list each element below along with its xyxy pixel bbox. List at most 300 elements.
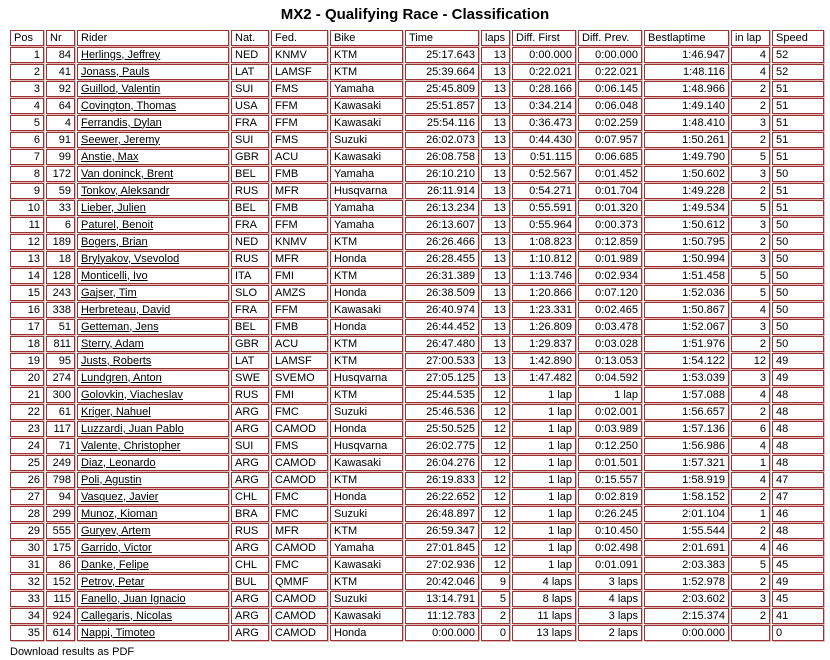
cell-rider bbox=[77, 285, 229, 301]
column-header-diff-prev: Diff. Prev. bbox=[578, 30, 642, 46]
cell-rider bbox=[77, 166, 229, 182]
cell-nat: SLO bbox=[231, 285, 269, 301]
cell-time: 26:13.607 bbox=[405, 217, 479, 233]
cell-bestlaptime: 1:51.976 bbox=[644, 336, 729, 352]
cell-bestlaptime: 2:03.383 bbox=[644, 557, 729, 573]
column-header-speed: Speed bbox=[772, 30, 824, 46]
cell-diff-first: 1:08.823 bbox=[512, 234, 576, 250]
cell-pos: 10 bbox=[10, 200, 44, 216]
cell-in-lap: 3 bbox=[731, 591, 770, 607]
cell-pos: 18 bbox=[10, 336, 44, 352]
cell-nr: 152 bbox=[46, 574, 75, 590]
cell-rider bbox=[77, 98, 229, 114]
cell-laps: 12 bbox=[481, 387, 510, 403]
cell-laps: 13 bbox=[481, 149, 510, 165]
cell-diff-prev: 2 laps bbox=[578, 625, 642, 641]
cell-time: 27:00.533 bbox=[405, 353, 479, 369]
cell-bestlaptime: 1:52.067 bbox=[644, 319, 729, 335]
cell-nat: FRA bbox=[231, 217, 269, 233]
cell-rider bbox=[77, 149, 229, 165]
rider-link[interactable]: Sterry, Adam bbox=[81, 337, 144, 350]
column-header-pos: Pos bbox=[10, 30, 44, 46]
cell-speed: 48 bbox=[772, 438, 824, 454]
rider-link[interactable]: Nappi, Timoteo bbox=[81, 626, 155, 639]
cell-in-lap: 3 bbox=[731, 251, 770, 267]
cell-nat: LAT bbox=[231, 353, 269, 369]
rider-link[interactable]: Petrov, Petar bbox=[81, 575, 145, 588]
cell-bike: Kawasaki bbox=[330, 98, 403, 114]
cell-laps: 13 bbox=[481, 285, 510, 301]
cell-pos: 30 bbox=[10, 540, 44, 556]
cell-diff-first: 0:55.964 bbox=[512, 217, 576, 233]
cell-nat: RUS bbox=[231, 387, 269, 403]
cell-diff-first: 0:28.166 bbox=[512, 81, 576, 97]
cell-speed: 51 bbox=[772, 98, 824, 114]
rider-link[interactable]: Bogers, Brian bbox=[81, 235, 148, 248]
cell-bike: Honda bbox=[330, 319, 403, 335]
cell-laps: 13 bbox=[481, 319, 510, 335]
cell-fed: CAMOD bbox=[271, 591, 328, 607]
page-title: MX2 - Qualifying Race - Classification bbox=[280, 6, 550, 23]
cell-bike: Honda bbox=[330, 285, 403, 301]
rider-link[interactable]: Ferrandis, Dylan bbox=[81, 116, 162, 129]
cell-bike: KTM bbox=[330, 234, 403, 250]
cell-diff-prev: 0:02.819 bbox=[578, 489, 642, 505]
cell-bike: Suzuki bbox=[330, 506, 403, 522]
cell-diff-prev: 1 lap bbox=[578, 387, 642, 403]
cell-bestlaptime: 1:50.867 bbox=[644, 302, 729, 318]
cell-nat: SUI bbox=[231, 438, 269, 454]
cell-rider bbox=[77, 370, 229, 386]
cell-time: 25:46.536 bbox=[405, 404, 479, 420]
cell-time: 26:19.833 bbox=[405, 472, 479, 488]
cell-diff-first: 0:51.115 bbox=[512, 149, 576, 165]
cell-bestlaptime: 1:57.088 bbox=[644, 387, 729, 403]
cell-nr: 95 bbox=[46, 353, 75, 369]
cell-in-lap: 5 bbox=[731, 557, 770, 573]
cell-speed: 48 bbox=[772, 523, 824, 539]
cell-nat: LAT bbox=[231, 64, 269, 80]
cell-laps: 13 bbox=[481, 336, 510, 352]
cell-fed: FMB bbox=[271, 200, 328, 216]
cell-bike: Yamaha bbox=[330, 217, 403, 233]
cell-laps: 12 bbox=[481, 404, 510, 420]
cell-bestlaptime: 1:46.947 bbox=[644, 47, 729, 63]
cell-nr: 299 bbox=[46, 506, 75, 522]
cell-diff-first: 1 lap bbox=[512, 557, 576, 573]
cell-diff-prev: 4 laps bbox=[578, 591, 642, 607]
cell-pos: 15 bbox=[10, 285, 44, 301]
table-row bbox=[10, 523, 824, 539]
cell-rider bbox=[77, 217, 229, 233]
rider-link[interactable]: Luzzardi, Juan Pablo bbox=[81, 422, 184, 435]
rider-link[interactable]: Monticelli, Ivo bbox=[81, 269, 148, 282]
cell-rider bbox=[77, 183, 229, 199]
cell-rider bbox=[77, 506, 229, 522]
cell-diff-prev: 0:02.259 bbox=[578, 115, 642, 131]
rider-link[interactable]: Gajser, Tim bbox=[81, 286, 137, 299]
cell-diff-prev: 0:03.989 bbox=[578, 421, 642, 437]
cell-speed: 47 bbox=[772, 489, 824, 505]
cell-diff-prev: 0:01.091 bbox=[578, 557, 642, 573]
cell-nr: 6 bbox=[46, 217, 75, 233]
cell-diff-prev: 0:13.053 bbox=[578, 353, 642, 369]
cell-time: 27:02.936 bbox=[405, 557, 479, 573]
rider-link[interactable]: Covington, Thomas bbox=[81, 99, 177, 112]
cell-bestlaptime: 1:48.116 bbox=[644, 64, 729, 80]
cell-rider bbox=[77, 455, 229, 471]
cell-nr: 91 bbox=[46, 132, 75, 148]
cell-laps: 12 bbox=[481, 438, 510, 454]
cell-fed: FMS bbox=[271, 81, 328, 97]
cell-rider bbox=[77, 319, 229, 335]
cell-diff-prev: 0:01.989 bbox=[578, 251, 642, 267]
cell-nat: BUL bbox=[231, 574, 269, 590]
cell-bestlaptime: 2:01.691 bbox=[644, 540, 729, 556]
cell-bike: Yamaha bbox=[330, 200, 403, 216]
cell-diff-first: 0:54.271 bbox=[512, 183, 576, 199]
table-row bbox=[10, 438, 824, 454]
cell-diff-first: 13 laps bbox=[512, 625, 576, 641]
cell-rider bbox=[77, 421, 229, 437]
cell-laps: 13 bbox=[481, 217, 510, 233]
rider-link[interactable]: Anstie, Max bbox=[81, 150, 139, 163]
cell-laps: 12 bbox=[481, 421, 510, 437]
cell-diff-prev: 0:26.245 bbox=[578, 506, 642, 522]
cell-nr: 84 bbox=[46, 47, 75, 63]
cell-bike: KTM bbox=[330, 268, 403, 284]
cell-nat: CHL bbox=[231, 557, 269, 573]
cell-fed: FFM bbox=[271, 98, 328, 114]
rider-link[interactable]: Munoz, Kioman bbox=[81, 507, 158, 520]
cell-bestlaptime: 2:15.374 bbox=[644, 608, 729, 624]
rider-link[interactable]: Herbreteau, David bbox=[81, 303, 171, 316]
cell-speed: 50 bbox=[772, 268, 824, 284]
cell-diff-first: 0:55.591 bbox=[512, 200, 576, 216]
cell-diff-prev: 0:10.450 bbox=[578, 523, 642, 539]
table-row bbox=[10, 421, 824, 437]
cell-nat: FRA bbox=[231, 115, 269, 131]
cell-in-lap: 1 bbox=[731, 455, 770, 471]
cell-bike: Honda bbox=[330, 421, 403, 437]
cell-bike: Husqvarna bbox=[330, 438, 403, 454]
cell-bike: Kawasaki bbox=[330, 115, 403, 131]
cell-nr: 71 bbox=[46, 438, 75, 454]
cell-rider bbox=[77, 353, 229, 369]
column-header-time: Time bbox=[405, 30, 479, 46]
cell-diff-prev: 0:02.465 bbox=[578, 302, 642, 318]
cell-time: 13:14.791 bbox=[405, 591, 479, 607]
rider-link[interactable]: Seewer, Jeremy bbox=[81, 133, 160, 146]
cell-time: 26:40.974 bbox=[405, 302, 479, 318]
cell-pos: 4 bbox=[10, 98, 44, 114]
cell-laps: 12 bbox=[481, 472, 510, 488]
cell-rider bbox=[77, 47, 229, 63]
rider-link[interactable]: Danke, Felipe bbox=[81, 558, 149, 571]
cell-diff-prev: 0:01.704 bbox=[578, 183, 642, 199]
cell-diff-prev: 0:02.934 bbox=[578, 268, 642, 284]
cell-in-lap: 5 bbox=[731, 149, 770, 165]
cell-rider bbox=[77, 591, 229, 607]
cell-nat: GBR bbox=[231, 336, 269, 352]
cell-nat: ARG bbox=[231, 608, 269, 624]
cell-diff-prev: 0:04.592 bbox=[578, 370, 642, 386]
rider-link[interactable]: Justs, Roberts bbox=[81, 354, 152, 367]
download-results-link[interactable]: Download results as PDF bbox=[10, 646, 135, 658]
cell-time: 25:51.857 bbox=[405, 98, 479, 114]
cell-bike: Suzuki bbox=[330, 591, 403, 607]
column-header-laps: laps bbox=[481, 30, 510, 46]
cell-fed: ACU bbox=[271, 149, 328, 165]
cell-diff-prev: 0:06.048 bbox=[578, 98, 642, 114]
cell-fed: FMC bbox=[271, 506, 328, 522]
cell-nr: 338 bbox=[46, 302, 75, 318]
cell-diff-first: 0:22.021 bbox=[512, 64, 576, 80]
results-table bbox=[8, 29, 826, 642]
cell-speed: 49 bbox=[772, 574, 824, 590]
cell-fed: FMC bbox=[271, 404, 328, 420]
cell-bike: Yamaha bbox=[330, 166, 403, 182]
cell-diff-prev: 0:02.001 bbox=[578, 404, 642, 420]
rider-link[interactable]: Fanello, Juan Ignacio bbox=[81, 592, 186, 605]
cell-speed: 48 bbox=[772, 455, 824, 471]
cell-laps: 13 bbox=[481, 268, 510, 284]
cell-laps: 12 bbox=[481, 523, 510, 539]
cell-bike: Honda bbox=[330, 251, 403, 267]
rider-link[interactable]: Brylyakov, Vsevolod bbox=[81, 252, 180, 265]
cell-time: 27:05.125 bbox=[405, 370, 479, 386]
cell-bestlaptime: 1:54.122 bbox=[644, 353, 729, 369]
cell-speed: 51 bbox=[772, 200, 824, 216]
cell-diff-prev: 0:15.557 bbox=[578, 472, 642, 488]
cell-bestlaptime: 1:51.458 bbox=[644, 268, 729, 284]
rider-link[interactable]: Jonass, Pauls bbox=[81, 65, 150, 78]
cell-rider bbox=[77, 523, 229, 539]
cell-fed: LAMSF bbox=[271, 64, 328, 80]
cell-in-lap: 4 bbox=[731, 387, 770, 403]
cell-speed: 49 bbox=[772, 353, 824, 369]
rider-link[interactable]: Kriger, Nahuel bbox=[81, 405, 151, 418]
rider-link[interactable]: Getteman, Jens bbox=[81, 320, 159, 333]
cell-time: 26:48.897 bbox=[405, 506, 479, 522]
cell-bike: Kawasaki bbox=[330, 455, 403, 471]
table-row bbox=[10, 64, 824, 80]
cell-fed: FMB bbox=[271, 166, 328, 182]
cell-nat: ARG bbox=[231, 625, 269, 641]
rider-link[interactable]: Lieber, Julien bbox=[81, 201, 146, 214]
cell-time: 26:26.466 bbox=[405, 234, 479, 250]
cell-diff-first: 1:47.482 bbox=[512, 370, 576, 386]
cell-nr: 64 bbox=[46, 98, 75, 114]
table-row bbox=[10, 132, 824, 148]
cell-time: 26:08.758 bbox=[405, 149, 479, 165]
cell-bike: KTM bbox=[330, 472, 403, 488]
cell-in-lap: 1 bbox=[731, 506, 770, 522]
rider-link[interactable]: Vasquez, Javier bbox=[81, 490, 159, 503]
cell-bestlaptime: 1:56.986 bbox=[644, 438, 729, 454]
cell-laps: 13 bbox=[481, 98, 510, 114]
cell-in-lap: 4 bbox=[731, 438, 770, 454]
cell-nr: 61 bbox=[46, 404, 75, 420]
table-row bbox=[10, 387, 824, 403]
rider-link[interactable]: Guillod, Valentin bbox=[81, 82, 161, 95]
cell-pos: 32 bbox=[10, 574, 44, 590]
rider-link[interactable]: Herlings, Jeffrey bbox=[81, 48, 161, 61]
cell-fed: FFM bbox=[271, 115, 328, 131]
cell-fed: CAMOD bbox=[271, 625, 328, 641]
cell-rider bbox=[77, 574, 229, 590]
cell-laps: 13 bbox=[481, 302, 510, 318]
table-row bbox=[10, 404, 824, 420]
column-header-bestlaptime: Bestlaptime bbox=[644, 30, 729, 46]
cell-speed: 51 bbox=[772, 115, 824, 131]
cell-laps: 13 bbox=[481, 166, 510, 182]
cell-laps: 0 bbox=[481, 625, 510, 641]
cell-speed: 50 bbox=[772, 166, 824, 182]
rider-link[interactable]: Guryev, Artem bbox=[81, 524, 151, 537]
table-row bbox=[10, 166, 824, 182]
cell-in-lap: 2 bbox=[731, 523, 770, 539]
cell-rider bbox=[77, 489, 229, 505]
rider-link[interactable]: Garrido, Victor bbox=[81, 541, 152, 554]
cell-time: 26:13.234 bbox=[405, 200, 479, 216]
cell-pos: 11 bbox=[10, 217, 44, 233]
cell-bike: Honda bbox=[330, 625, 403, 641]
table-row bbox=[10, 149, 824, 165]
cell-diff-prev: 0:02.498 bbox=[578, 540, 642, 556]
cell-time: 25:45.809 bbox=[405, 81, 479, 97]
cell-bike: Honda bbox=[330, 489, 403, 505]
cell-speed: 0 bbox=[772, 625, 824, 641]
cell-nr: 175 bbox=[46, 540, 75, 556]
cell-speed: 47 bbox=[772, 472, 824, 488]
cell-bike: Yamaha bbox=[330, 81, 403, 97]
cell-bike: KTM bbox=[330, 336, 403, 352]
cell-speed: 48 bbox=[772, 387, 824, 403]
cell-fed: MFR bbox=[271, 183, 328, 199]
cell-diff-first: 0:34.214 bbox=[512, 98, 576, 114]
cell-bestlaptime: 1:50.602 bbox=[644, 166, 729, 182]
cell-diff-first: 4 laps bbox=[512, 574, 576, 590]
cell-nr: 300 bbox=[46, 387, 75, 403]
cell-pos: 21 bbox=[10, 387, 44, 403]
cell-laps: 13 bbox=[481, 115, 510, 131]
cell-time: 27:01.845 bbox=[405, 540, 479, 556]
cell-nat: ARG bbox=[231, 540, 269, 556]
cell-laps: 13 bbox=[481, 200, 510, 216]
table-row bbox=[10, 557, 824, 573]
cell-nat: BEL bbox=[231, 200, 269, 216]
column-header-diff-first: Diff. First bbox=[512, 30, 576, 46]
cell-rider bbox=[77, 336, 229, 352]
cell-nr: 92 bbox=[46, 81, 75, 97]
cell-diff-prev: 0:00.000 bbox=[578, 47, 642, 63]
cell-pos: 25 bbox=[10, 455, 44, 471]
cell-nat: SUI bbox=[231, 132, 269, 148]
table-row bbox=[10, 285, 824, 301]
cell-diff-first: 1:42.890 bbox=[512, 353, 576, 369]
cell-bike: Suzuki bbox=[330, 404, 403, 420]
cell-nr: 274 bbox=[46, 370, 75, 386]
table-row bbox=[10, 540, 824, 556]
cell-speed: 45 bbox=[772, 591, 824, 607]
cell-bike: Suzuki bbox=[330, 132, 403, 148]
cell-nr: 172 bbox=[46, 166, 75, 182]
cell-diff-first: 0:36.473 bbox=[512, 115, 576, 131]
cell-speed: 50 bbox=[772, 251, 824, 267]
cell-laps: 2 bbox=[481, 608, 510, 624]
cell-laps: 13 bbox=[481, 47, 510, 63]
cell-rider bbox=[77, 115, 229, 131]
cell-in-lap: 2 bbox=[731, 608, 770, 624]
cell-pos: 2 bbox=[10, 64, 44, 80]
cell-nr: 59 bbox=[46, 183, 75, 199]
table-row bbox=[10, 472, 824, 488]
cell-pos: 33 bbox=[10, 591, 44, 607]
column-header-nr: Nr bbox=[46, 30, 75, 46]
cell-time: 26:38.509 bbox=[405, 285, 479, 301]
table-row bbox=[10, 319, 824, 335]
rider-link[interactable]: Diaz, Leonardo bbox=[81, 456, 156, 469]
rider-link[interactable]: Poli, Agustin bbox=[81, 473, 142, 486]
rider-link[interactable]: Valente, Christopher bbox=[81, 439, 181, 452]
cell-in-lap: 2 bbox=[731, 98, 770, 114]
cell-bike: Kawasaki bbox=[330, 302, 403, 318]
cell-speed: 51 bbox=[772, 132, 824, 148]
cell-in-lap: 4 bbox=[731, 540, 770, 556]
cell-fed: LAMSF bbox=[271, 353, 328, 369]
cell-nat: ARG bbox=[231, 455, 269, 471]
cell-bestlaptime: 1:55.544 bbox=[644, 523, 729, 539]
cell-speed: 48 bbox=[772, 404, 824, 420]
rider-link[interactable]: Tonkov, Aleksandr bbox=[81, 184, 170, 197]
cell-fed: FMB bbox=[271, 319, 328, 335]
rider-link[interactable]: Van doninck, Brent bbox=[81, 167, 174, 180]
cell-fed: MFR bbox=[271, 251, 328, 267]
column-header-rider: Rider bbox=[77, 30, 229, 46]
table-row bbox=[10, 268, 824, 284]
cell-speed: 50 bbox=[772, 217, 824, 233]
cell-rider bbox=[77, 302, 229, 318]
cell-nr: 115 bbox=[46, 591, 75, 607]
cell-rider bbox=[77, 557, 229, 573]
rider-link[interactable]: Lundgren, Anton bbox=[81, 371, 162, 384]
cell-speed: 46 bbox=[772, 506, 824, 522]
table-row bbox=[10, 47, 824, 63]
cell-pos: 8 bbox=[10, 166, 44, 182]
cell-time: 26:11.914 bbox=[405, 183, 479, 199]
rider-link[interactable]: Callegaris, Nicolas bbox=[81, 609, 173, 622]
cell-diff-first: 1 lap bbox=[512, 387, 576, 403]
cell-pos: 7 bbox=[10, 149, 44, 165]
cell-pos: 26 bbox=[10, 472, 44, 488]
cell-speed: 51 bbox=[772, 149, 824, 165]
cell-laps: 13 bbox=[481, 132, 510, 148]
cell-time: 25:50.525 bbox=[405, 421, 479, 437]
cell-in-lap: 4 bbox=[731, 47, 770, 63]
table-row bbox=[10, 625, 824, 641]
rider-link[interactable]: Paturel, Benoit bbox=[81, 218, 154, 231]
cell-time: 25:17.643 bbox=[405, 47, 479, 63]
rider-link[interactable]: Golovkin, Viacheslav bbox=[81, 388, 183, 401]
table-row bbox=[10, 234, 824, 250]
cell-bestlaptime: 1:48.966 bbox=[644, 81, 729, 97]
cell-speed: 46 bbox=[772, 540, 824, 556]
cell-bike: Kawasaki bbox=[330, 557, 403, 573]
cell-nat: RUS bbox=[231, 523, 269, 539]
cell-fed: FMI bbox=[271, 387, 328, 403]
cell-fed: CAMOD bbox=[271, 421, 328, 437]
